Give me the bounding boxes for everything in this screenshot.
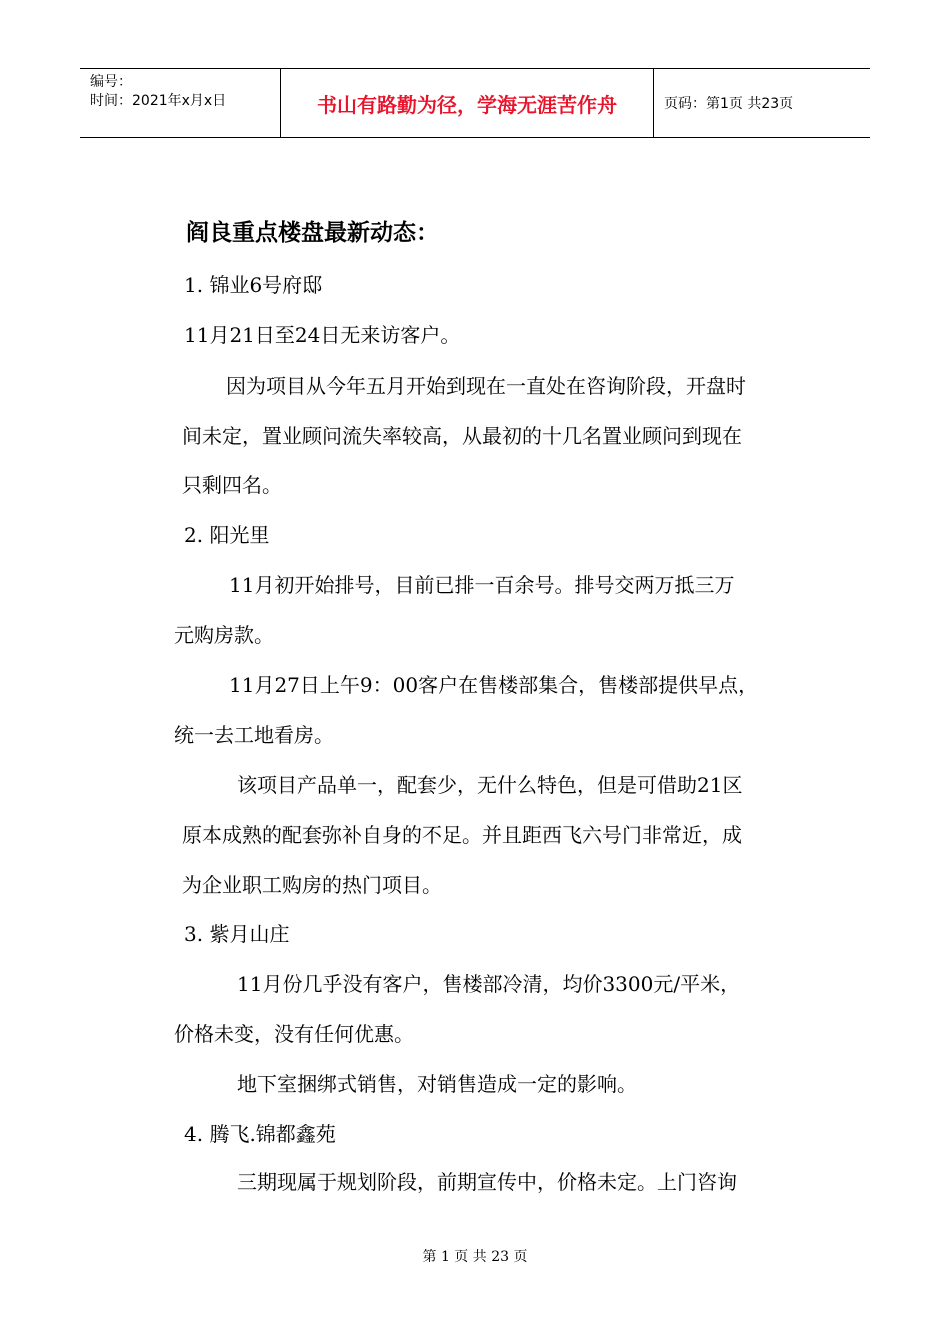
paragraph-line: 1. 锦业6号府邸 xyxy=(184,273,323,297)
page-footer: 第 1 页 共 23 页 xyxy=(422,1249,528,1265)
paragraph-line: 11月27日上午9：00客户在售楼部集合，售楼部提供早点， xyxy=(229,673,759,697)
header-number: 编号： xyxy=(90,74,132,90)
paragraph-line: 三期现属于规划阶段，前期宣传中，价格未定。上门咨询 xyxy=(237,1170,737,1194)
document-title: 阎良重点楼盘最新动态： xyxy=(186,220,439,246)
paragraph-line: 为企业职工购房的热门项目。 xyxy=(182,873,442,897)
paragraph-line: 4. 腾飞.锦都鑫苑 xyxy=(184,1122,336,1146)
header-meta xyxy=(80,69,281,137)
paragraph-line: 11月初开始排号，目前已排一百余号。排号交两万抵三万 xyxy=(229,573,735,597)
header-time: 时间：2021年x月x日 xyxy=(90,93,227,109)
header-motto: 书山有路勤为径，学海无涯苦作舟 xyxy=(281,69,654,137)
paragraph-line: 11月21日至24日无来访客户。 xyxy=(184,323,461,347)
paragraph-line: 地下室捆绑式销售，对销售造成一定的影响。 xyxy=(237,1072,637,1096)
paragraph-line: 因为项目从今年五月开始到现在一直处在咨询阶段，开盘时 xyxy=(226,374,746,398)
paragraph-line: 统一去工地看房。 xyxy=(174,723,334,747)
paragraph-line: 原本成熟的配套弥补自身的不足。并且距西飞六号门非常近，成 xyxy=(182,823,742,847)
paragraph-line: 元购房款。 xyxy=(174,623,274,647)
paragraph-line: 只剩四名。 xyxy=(182,473,282,497)
paragraph-line: 价格未变，没有任何优惠。 xyxy=(174,1022,414,1046)
paragraph-line: 2. 阳光里 xyxy=(184,523,270,547)
paragraph-line: 11月份几乎没有客户，售楼部冷清，均价3300元/平米， xyxy=(237,972,741,996)
paragraph-line: 间未定，置业顾问流失率较高，从最初的十几名置业顾问到现在 xyxy=(182,424,742,448)
paragraph-line: 3. 紫月山庄 xyxy=(184,922,290,946)
header-page-info: 页码：第1页 共23页 xyxy=(664,96,794,112)
paragraph-line: 该项目产品单一，配套少，无什么特色，但是可借助21区 xyxy=(237,773,743,797)
page-header xyxy=(80,68,870,138)
